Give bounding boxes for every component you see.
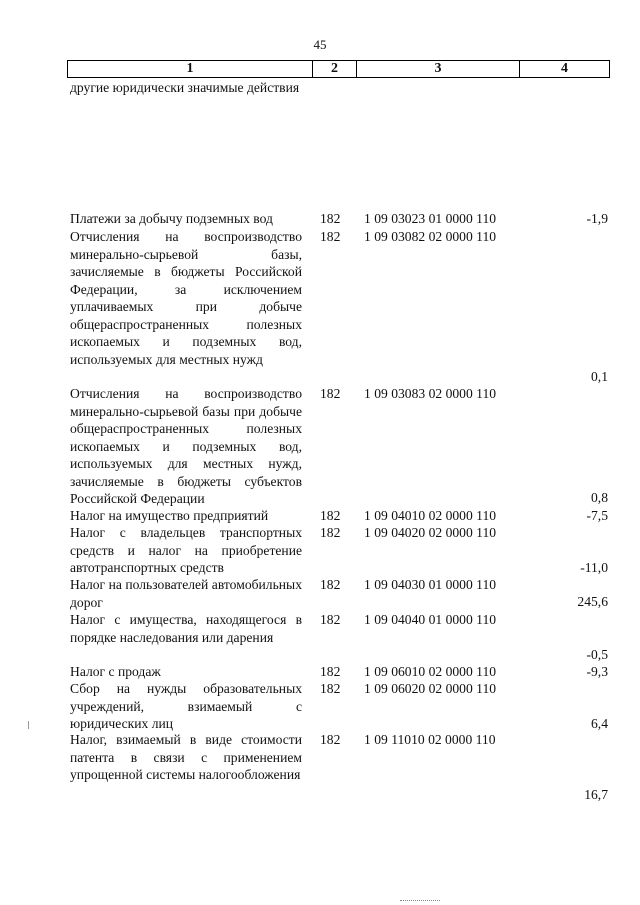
row-name: Отчисления на воспроизводство минерально-сырьевой базы при добыче общераспространенных полезных ископаемых и подземных вод, используемых для местных нужд, зачисляемые в бюджеты субъектов Российской Федерации	[70, 386, 302, 506]
row-budget-code: 1 09 04020 02 0000 110	[364, 525, 497, 540]
row-admin-code: 182	[320, 681, 341, 696]
row-value: 245,6	[577, 594, 608, 609]
row-value: -1,9	[586, 211, 608, 226]
row-admin-code: 182	[320, 612, 341, 627]
row-value: -9,3	[586, 664, 608, 679]
row-name: Налог на пользователей автомобильных дорог	[70, 577, 302, 610]
row-value: -0,5	[586, 647, 608, 662]
row-budget-code: 1 09 06020 02 0000 110	[364, 681, 497, 696]
row-name: Платежи за добычу подземных вод	[70, 211, 273, 226]
row-budget-code: 1 09 11010 02 0000 110	[364, 732, 496, 747]
row-budget-code: 1 09 03083 02 0000 110	[364, 386, 497, 401]
row-budget-code: 1 09 04010 02 0000 110	[364, 508, 497, 523]
row-value: 0,8	[591, 490, 608, 505]
row-budget-code: 1 09 04030 01 0000 110	[364, 577, 497, 592]
row-admin-code: 182	[320, 664, 341, 679]
row-name: Сбор на нужды образовательных учреждений, взимаемый с юридических лиц	[70, 681, 302, 731]
row-budget-code: 1 09 06010 02 0000 110	[364, 664, 497, 679]
row-value: -11,0	[580, 560, 608, 575]
scan-artifact	[28, 721, 29, 729]
row-admin-code: 182	[320, 732, 341, 747]
row-admin-code: 182	[320, 211, 341, 226]
header-col-2: 2	[313, 61, 357, 77]
row-name: Налог на имущество предприятий	[70, 508, 269, 523]
row-name: Налог с имущества, находящегося в порядке наследования или дарения	[70, 612, 302, 645]
row-name: Отчисления на воспроизводство минерально-сырьевой базы, зачисляемые в бюджеты Российской Федерации, за исключением уплачиваемых при добыче общераспространенных полезных ископаемых и подземных вод, используемых для местных нужд	[70, 229, 302, 367]
page-number: 45	[313, 37, 327, 52]
row-value: 6,4	[591, 716, 608, 731]
row-admin-code: 182	[320, 508, 341, 523]
row-name: Налог с владельцев транспортных средств и налог на приобретение автотранспортных средств	[70, 525, 302, 575]
row-value: -7,5	[586, 508, 608, 523]
header-col-4: 4	[561, 61, 568, 76]
row-budget-code: 1 09 04040 01 0000 110	[364, 612, 497, 627]
row-admin-code: 182	[320, 386, 341, 401]
row-name: другие юридически значимые действия	[70, 80, 300, 95]
header-col-3: 3	[357, 61, 520, 77]
row-budget-code: 1 09 03082 02 0000 110	[364, 229, 497, 244]
scan-artifact	[400, 900, 440, 903]
row-value: 0,1	[591, 369, 608, 384]
row-admin-code: 182	[320, 525, 341, 540]
row-name: Налог с продаж	[70, 664, 161, 679]
row-name: Налог, взимаемый в виде стоимости патента в связи с применением упрощенной системы налогообложения	[70, 732, 302, 782]
row-budget-code: 1 09 03023 01 0000 110	[364, 211, 497, 226]
row-admin-code: 182	[320, 577, 341, 592]
row-value: 16,7	[584, 787, 608, 802]
row-admin-code: 182	[320, 229, 341, 244]
header-col-1: 1	[68, 61, 313, 77]
